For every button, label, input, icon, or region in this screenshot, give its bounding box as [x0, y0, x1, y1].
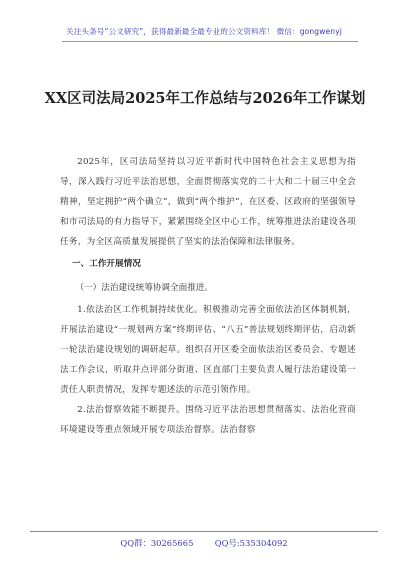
document-body — [60, 152, 356, 440]
header-promo-note: 关注头条号“公文研究”，获得最新最全最专业的公文资料库！ 微信：gongwenyj — [66, 27, 342, 36]
footer-contact-info: QQ群：30265665 QQ号:535304092 — [120, 538, 288, 548]
document-title: XX区司法局2025年工作总结与2026年工作谋划 — [44, 90, 366, 107]
footer-divider — [30, 531, 378, 532]
section-heading: 一、工作开展情况 — [72, 259, 141, 269]
header-divider — [62, 41, 358, 42]
item-paragraph-1: 1.依法治区工作机制持续优化。积极推动完善全面依法治区体制机制，开展法治建设“一规划两方案”终期评估、“八五”普法规划终期评估，启动新一轮法治建设规划的调研起草。组织召开区委全面依法治区委员会、专题述法工作会议，听取并点评部分街道、区直部门主要负责人履行法治建设第一责任人职责情况，发挥专题述法的示范引领作用。 — [60, 305, 356, 395]
intro-paragraph: 2025年，区司法局坚持以习近平新时代中国特色社会主义思想为指导，深入践行习近平法治思想，全面贯彻落实党的二十大和二十届三中全会精神，坚定拥护“两个确立”，做到“两个维护”，在区委、区政府的坚强领导和市司法局的有力指导下，紧紧围绕全区中心工作，统筹推进法治建设各项任务，为全区高质量发展提供了坚实的法治保障和法律服务。 — [60, 157, 356, 247]
subsection-heading: （一）法治建设统筹协调全面推进。 — [75, 283, 213, 293]
item-paragraph-2: 2.法治督察效能不断提升。围绕习近平法治思想贯彻落实、法治化营商环境建设等重点领域开展专项法治督察。法治督察 — [60, 405, 356, 435]
